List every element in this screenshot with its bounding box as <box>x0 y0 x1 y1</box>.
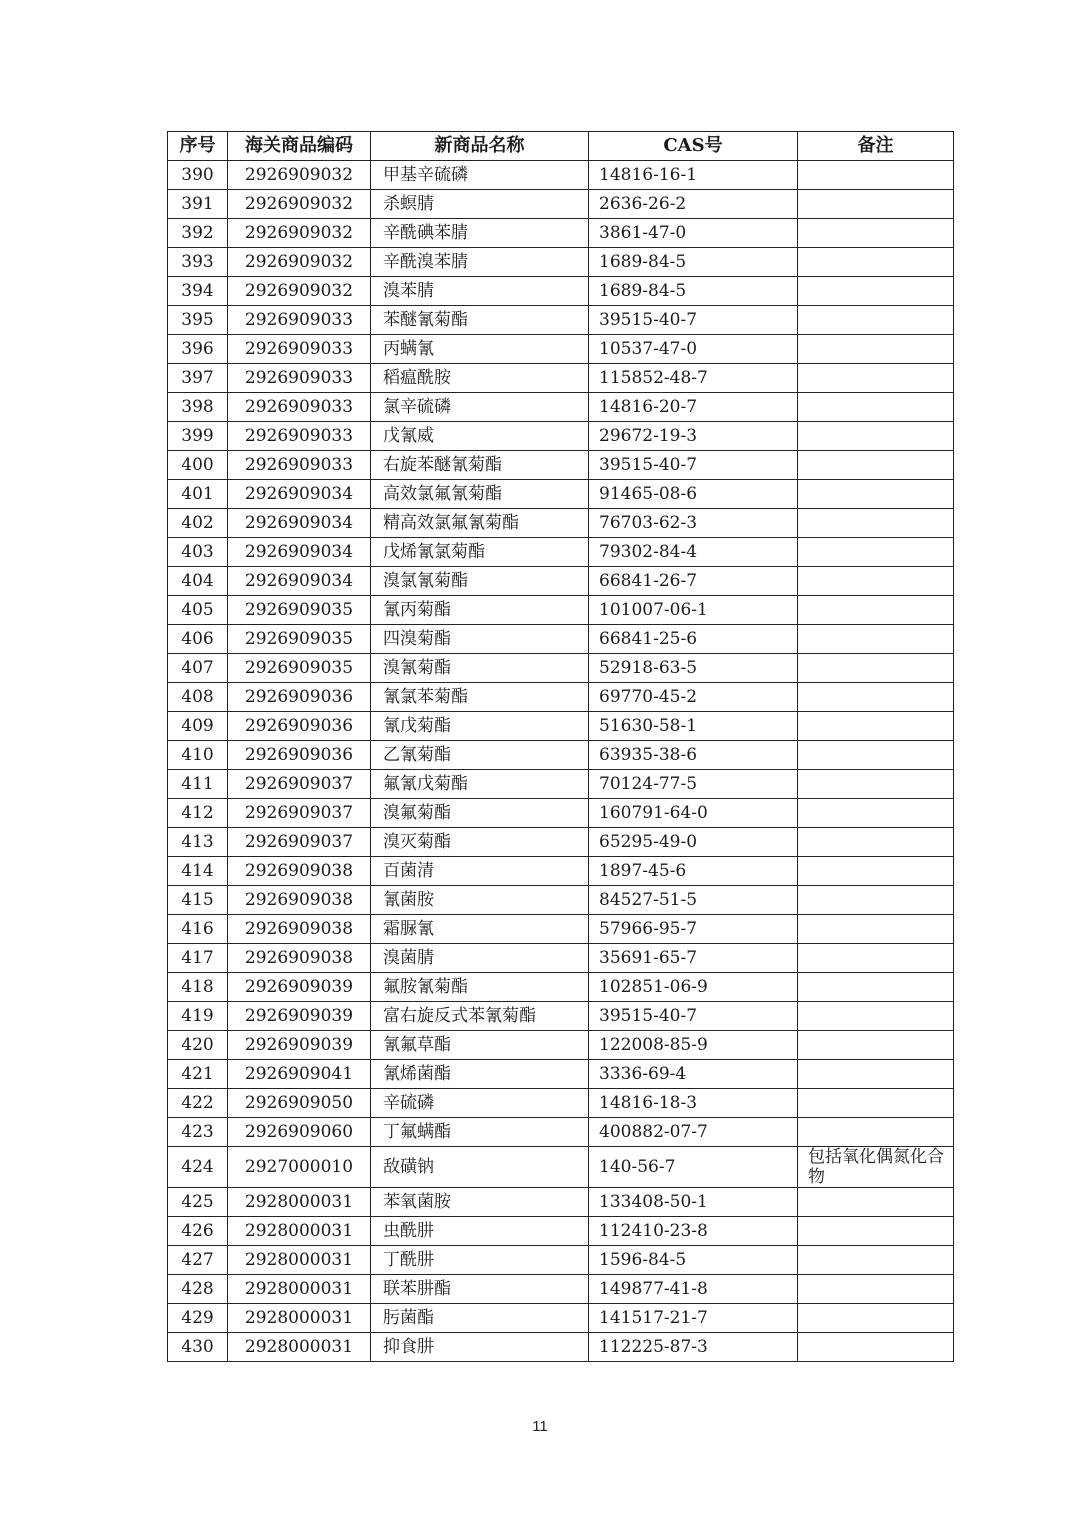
cell-customs-code: 2926909032 <box>228 219 371 248</box>
cell-product-name: 丁酰肼 <box>371 1246 589 1275</box>
cell-cas-number: 66841-26-7 <box>589 567 798 596</box>
cell-customs-code: 2926909039 <box>228 973 371 1002</box>
cell-product-name: 四溴菊酯 <box>371 625 589 654</box>
cell-cas-number: 57966-95-7 <box>589 915 798 944</box>
cell-product-name: 氰戊菊酯 <box>371 712 589 741</box>
table-row <box>168 451 954 480</box>
cell-product-name: 联苯肼酯 <box>371 1275 589 1304</box>
cell-customs-code: 2926909037 <box>228 828 371 857</box>
cell-remarks <box>798 219 954 248</box>
cell-product-name: 氰氟草酯 <box>371 1031 589 1060</box>
cell-customs-code: 2926909033 <box>228 422 371 451</box>
cell-customs-code: 2928000031 <box>228 1246 371 1275</box>
cell-customs-code: 2926909035 <box>228 596 371 625</box>
cell-remarks <box>798 451 954 480</box>
cell-cas-number: 63935-38-6 <box>589 741 798 770</box>
cell-product-name: 氟胺氰菊酯 <box>371 973 589 1002</box>
table-row <box>168 306 954 335</box>
cell-cas-number: 52918-63-5 <box>589 654 798 683</box>
cell-customs-code: 2926909033 <box>228 306 371 335</box>
cell-index: 425 <box>168 1188 228 1217</box>
table-row <box>168 1118 954 1147</box>
cell-index: 426 <box>168 1217 228 1246</box>
table-row <box>168 422 954 451</box>
cell-cas-number: 112410-23-8 <box>589 1217 798 1246</box>
cell-index: 429 <box>168 1304 228 1333</box>
cell-customs-code: 2926909039 <box>228 1031 371 1060</box>
cell-remarks <box>798 741 954 770</box>
cell-remarks <box>798 1275 954 1304</box>
cell-product-name: 氰氯苯菊酯 <box>371 683 589 712</box>
cell-product-name: 辛硫磷 <box>371 1089 589 1118</box>
cell-product-name: 百菌清 <box>371 857 589 886</box>
cell-product-name: 高效氯氟氰菊酯 <box>371 480 589 509</box>
cell-customs-code: 2926909032 <box>228 190 371 219</box>
cell-remarks <box>798 944 954 973</box>
table-row <box>168 567 954 596</box>
cell-remarks <box>798 1002 954 1031</box>
cell-product-name: 氟氰戊菊酯 <box>371 770 589 799</box>
cell-product-name: 霜脲氰 <box>371 915 589 944</box>
cell-customs-code: 2926909038 <box>228 886 371 915</box>
table-row <box>168 1333 954 1362</box>
cell-remarks <box>798 654 954 683</box>
cell-customs-code: 2926909032 <box>228 248 371 277</box>
cell-customs-code: 2928000031 <box>228 1275 371 1304</box>
table-row <box>168 1089 954 1118</box>
cell-product-name: 辛酰溴苯腈 <box>371 248 589 277</box>
cell-cas-number: 2636-26-2 <box>589 190 798 219</box>
cell-product-name: 氯辛硫磷 <box>371 393 589 422</box>
cell-index: 414 <box>168 857 228 886</box>
cell-remarks <box>798 509 954 538</box>
cell-remarks <box>798 567 954 596</box>
cell-remarks <box>798 480 954 509</box>
table-row <box>168 161 954 190</box>
table-row <box>168 509 954 538</box>
cell-remarks <box>798 277 954 306</box>
cell-customs-code: 2926909033 <box>228 335 371 364</box>
table-row <box>168 596 954 625</box>
cell-customs-code: 2926909036 <box>228 712 371 741</box>
cell-product-name: 甲基辛硫磷 <box>371 161 589 190</box>
table-row <box>168 393 954 422</box>
table-row <box>168 799 954 828</box>
cell-cas-number: 101007-06-1 <box>589 596 798 625</box>
cell-index: 418 <box>168 973 228 1002</box>
cell-product-name: 氰烯菌酯 <box>371 1060 589 1089</box>
cell-index: 394 <box>168 277 228 306</box>
cell-index: 405 <box>168 596 228 625</box>
cell-cas-number: 115852-48-7 <box>589 364 798 393</box>
table-row <box>168 857 954 886</box>
cell-product-name: 溴氯氰菊酯 <box>371 567 589 596</box>
cell-customs-code: 2926909036 <box>228 741 371 770</box>
cell-product-name: 肟菌酯 <box>371 1304 589 1333</box>
table-body <box>168 161 954 1362</box>
cell-index: 401 <box>168 480 228 509</box>
cell-customs-code: 2927000010 <box>228 1147 371 1188</box>
cell-cas-number: 70124-77-5 <box>589 770 798 799</box>
cell-remarks <box>798 973 954 1002</box>
table-row <box>168 1304 954 1333</box>
cell-index: 413 <box>168 828 228 857</box>
cell-customs-code: 2928000031 <box>228 1217 371 1246</box>
cell-customs-code: 2926909038 <box>228 857 371 886</box>
header-remarks: 备注 <box>798 132 954 161</box>
cell-index: 406 <box>168 625 228 654</box>
cell-cas-number: 122008-85-9 <box>589 1031 798 1060</box>
cell-customs-code: 2926909033 <box>228 451 371 480</box>
table-row <box>168 741 954 770</box>
table-row <box>168 1275 954 1304</box>
cell-product-name: 虫酰肼 <box>371 1217 589 1246</box>
cell-product-name: 氰丙菊酯 <box>371 596 589 625</box>
cell-product-name: 苯氧菌胺 <box>371 1188 589 1217</box>
cell-index: 421 <box>168 1060 228 1089</box>
cell-remarks <box>798 1060 954 1089</box>
cell-index: 398 <box>168 393 228 422</box>
table-header <box>168 132 954 161</box>
cell-index: 408 <box>168 683 228 712</box>
cell-remarks <box>798 799 954 828</box>
cell-cas-number: 51630-58-1 <box>589 712 798 741</box>
cell-product-name: 溴灭菊酯 <box>371 828 589 857</box>
cell-remarks <box>798 422 954 451</box>
cell-customs-code: 2926909035 <box>228 625 371 654</box>
cell-index: 395 <box>168 306 228 335</box>
cell-cas-number: 39515-40-7 <box>589 1002 798 1031</box>
cell-index: 399 <box>168 422 228 451</box>
table-row <box>168 886 954 915</box>
cell-product-name: 丁氟螨酯 <box>371 1118 589 1147</box>
cell-product-name: 抑食肼 <box>371 1333 589 1362</box>
cell-customs-code: 2926909060 <box>228 1118 371 1147</box>
cell-cas-number: 10537-47-0 <box>589 335 798 364</box>
cell-remarks <box>798 712 954 741</box>
cell-cas-number: 1897-45-6 <box>589 857 798 886</box>
table-row <box>168 248 954 277</box>
table-row <box>168 335 954 364</box>
cell-product-name: 富右旋反式苯氰菊酯 <box>371 1002 589 1031</box>
cell-customs-code: 2926909034 <box>228 567 371 596</box>
cell-index: 402 <box>168 509 228 538</box>
table-row <box>168 538 954 567</box>
cell-remarks <box>798 770 954 799</box>
cell-cas-number: 69770-45-2 <box>589 683 798 712</box>
cell-cas-number: 149877-41-8 <box>589 1275 798 1304</box>
cell-product-name: 溴氰菊酯 <box>371 654 589 683</box>
cell-cas-number: 91465-08-6 <box>589 480 798 509</box>
cell-remarks <box>798 248 954 277</box>
table-row <box>168 915 954 944</box>
cell-index: 416 <box>168 915 228 944</box>
cell-index: 411 <box>168 770 228 799</box>
cell-product-name: 右旋苯醚氰菊酯 <box>371 451 589 480</box>
cell-index: 403 <box>168 538 228 567</box>
cell-product-name: 丙螨氰 <box>371 335 589 364</box>
header-customs-code: 海关商品编码 <box>228 132 371 161</box>
table-row <box>168 1002 954 1031</box>
cell-cas-number: 1689-84-5 <box>589 277 798 306</box>
cell-index: 396 <box>168 335 228 364</box>
cell-cas-number: 29672-19-3 <box>589 422 798 451</box>
cell-remarks <box>798 1089 954 1118</box>
cell-customs-code: 2926909033 <box>228 364 371 393</box>
data-table <box>167 131 954 1362</box>
table-row <box>168 1217 954 1246</box>
table-row <box>168 712 954 741</box>
cell-product-name: 溴菌腈 <box>371 944 589 973</box>
cell-cas-number: 112225-87-3 <box>589 1333 798 1362</box>
cell-cas-number: 14816-16-1 <box>589 161 798 190</box>
table-row <box>168 944 954 973</box>
cell-cas-number: 66841-25-6 <box>589 625 798 654</box>
cell-product-name: 杀螟腈 <box>371 190 589 219</box>
cell-cas-number: 84527-51-5 <box>589 886 798 915</box>
cell-index: 427 <box>168 1246 228 1275</box>
cell-cas-number: 141517-21-7 <box>589 1304 798 1333</box>
cell-remarks <box>798 161 954 190</box>
cell-index: 423 <box>168 1118 228 1147</box>
cell-customs-code: 2926909037 <box>228 799 371 828</box>
cell-product-name: 乙氰菊酯 <box>371 741 589 770</box>
header-index: 序号 <box>168 132 228 161</box>
cell-index: 409 <box>168 712 228 741</box>
table-row <box>168 973 954 1002</box>
cell-remarks <box>798 1333 954 1362</box>
cell-customs-code: 2926909034 <box>228 480 371 509</box>
cell-customs-code: 2928000031 <box>228 1188 371 1217</box>
cell-remarks <box>798 596 954 625</box>
cell-product-name: 辛酰碘苯腈 <box>371 219 589 248</box>
cell-cas-number: 3861-47-0 <box>589 219 798 248</box>
cell-cas-number: 14816-20-7 <box>589 393 798 422</box>
cell-remarks <box>798 364 954 393</box>
cell-customs-code: 2926909036 <box>228 683 371 712</box>
cell-cas-number: 35691-65-7 <box>589 944 798 973</box>
cell-remarks <box>798 886 954 915</box>
table-row <box>168 1060 954 1089</box>
cell-remarks <box>798 538 954 567</box>
cell-remarks <box>798 1118 954 1147</box>
cell-cas-number: 1596-84-5 <box>589 1246 798 1275</box>
table-row <box>168 190 954 219</box>
cell-index: 404 <box>168 567 228 596</box>
cell-customs-code: 2926909035 <box>228 654 371 683</box>
cell-customs-code: 2926909038 <box>228 944 371 973</box>
cell-remarks <box>798 625 954 654</box>
cell-remarks <box>798 857 954 886</box>
table-row <box>168 1031 954 1060</box>
cell-remarks <box>798 1246 954 1275</box>
cell-customs-code: 2926909034 <box>228 538 371 567</box>
cell-remarks <box>798 1031 954 1060</box>
header-product-name: 新商品名称 <box>371 132 589 161</box>
cell-index: 415 <box>168 886 228 915</box>
table-row <box>168 625 954 654</box>
cell-index: 424 <box>168 1147 228 1188</box>
cell-remarks <box>798 335 954 364</box>
cell-remarks <box>798 683 954 712</box>
cell-remarks: 包括氧化偶氮化合物 <box>798 1147 954 1188</box>
cell-customs-code: 2926909050 <box>228 1089 371 1118</box>
cell-remarks <box>798 1188 954 1217</box>
cell-index: 392 <box>168 219 228 248</box>
header-row <box>168 132 954 161</box>
cell-customs-code: 2926909037 <box>228 770 371 799</box>
cell-cas-number: 133408-50-1 <box>589 1188 798 1217</box>
cell-cas-number: 39515-40-7 <box>589 306 798 335</box>
cell-index: 407 <box>168 654 228 683</box>
cell-product-name: 溴苯腈 <box>371 277 589 306</box>
table-row <box>168 683 954 712</box>
cell-index: 428 <box>168 1275 228 1304</box>
cell-index: 422 <box>168 1089 228 1118</box>
cell-product-name: 戊烯氰氯菊酯 <box>371 538 589 567</box>
cell-product-name: 稻瘟酰胺 <box>371 364 589 393</box>
cell-index: 417 <box>168 944 228 973</box>
cell-cas-number: 3336-69-4 <box>589 1060 798 1089</box>
cell-index: 397 <box>168 364 228 393</box>
cell-customs-code: 2926909032 <box>228 277 371 306</box>
cell-index: 391 <box>168 190 228 219</box>
cell-remarks <box>798 190 954 219</box>
cell-product-name: 戊氰威 <box>371 422 589 451</box>
cell-cas-number: 102851-06-9 <box>589 973 798 1002</box>
cell-cas-number: 160791-64-0 <box>589 799 798 828</box>
table-row <box>168 1147 954 1188</box>
cell-index: 393 <box>168 248 228 277</box>
cell-customs-code: 2928000031 <box>228 1333 371 1362</box>
cell-cas-number: 1689-84-5 <box>589 248 798 277</box>
header-cas-number: CAS号 <box>589 132 798 161</box>
cell-remarks <box>798 1304 954 1333</box>
cell-index: 412 <box>168 799 228 828</box>
cell-index: 430 <box>168 1333 228 1362</box>
cell-customs-code: 2928000031 <box>228 1304 371 1333</box>
cell-index: 419 <box>168 1002 228 1031</box>
cell-cas-number: 400882-07-7 <box>589 1118 798 1147</box>
cell-index: 390 <box>168 161 228 190</box>
cell-remarks <box>798 306 954 335</box>
cell-cas-number: 39515-40-7 <box>589 451 798 480</box>
table-row <box>168 277 954 306</box>
table-row <box>168 1188 954 1217</box>
cell-remarks <box>798 915 954 944</box>
cell-customs-code: 2926909041 <box>228 1060 371 1089</box>
cell-product-name: 精高效氯氟氰菊酯 <box>371 509 589 538</box>
cell-customs-code: 2926909039 <box>228 1002 371 1031</box>
table-row <box>168 1246 954 1275</box>
cell-product-name: 苯醚氰菊酯 <box>371 306 589 335</box>
cell-cas-number: 76703-62-3 <box>589 509 798 538</box>
cell-customs-code: 2926909034 <box>228 509 371 538</box>
cell-customs-code: 2926909033 <box>228 393 371 422</box>
table-row <box>168 770 954 799</box>
cell-index: 410 <box>168 741 228 770</box>
cell-customs-code: 2926909038 <box>228 915 371 944</box>
cell-product-name: 氰菌胺 <box>371 886 589 915</box>
cell-customs-code: 2926909032 <box>228 161 371 190</box>
table-row <box>168 654 954 683</box>
table-row <box>168 364 954 393</box>
cell-remarks <box>798 393 954 422</box>
cell-product-name: 敌磺钠 <box>371 1147 589 1188</box>
table-row <box>168 480 954 509</box>
cell-cas-number: 140-56-7 <box>589 1147 798 1188</box>
cell-index: 400 <box>168 451 228 480</box>
cell-cas-number: 79302-84-4 <box>589 538 798 567</box>
cell-cas-number: 14816-18-3 <box>589 1089 798 1118</box>
cell-index: 420 <box>168 1031 228 1060</box>
cell-remarks <box>798 828 954 857</box>
cell-remarks <box>798 1217 954 1246</box>
cell-product-name: 溴氟菊酯 <box>371 799 589 828</box>
table-row <box>168 219 954 248</box>
table-row <box>168 828 954 857</box>
cell-cas-number: 65295-49-0 <box>589 828 798 857</box>
page-number: 11 <box>532 1418 548 1435</box>
